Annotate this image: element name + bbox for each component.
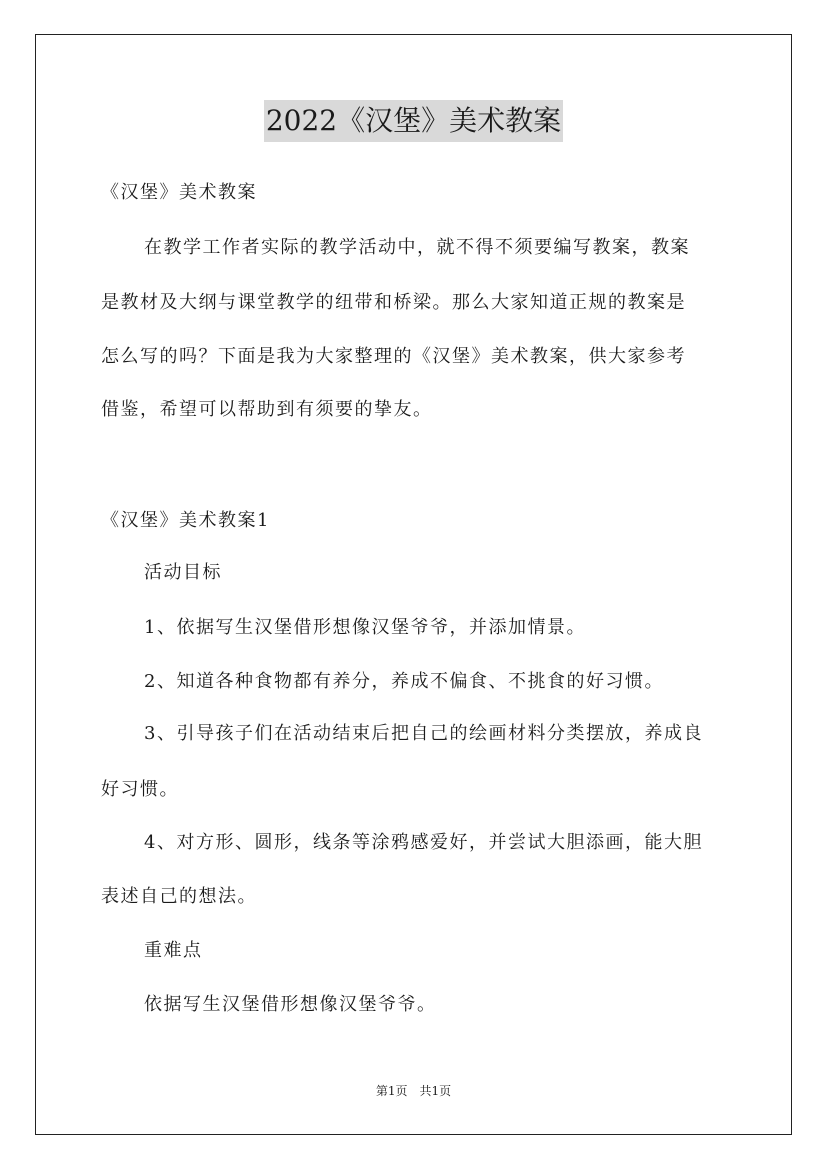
goal-item-3-continued: 好习惯。 — [101, 779, 179, 800]
intro-line-3: 怎么写的吗？下面是我为大家整理的《汉堡》美术教案，供大家参考 — [101, 346, 686, 367]
title-container — [0, 100, 827, 142]
goal-item-3: 3、引导孩子们在活动结束后把自己的绘画材料分类摆放，养成良 — [144, 723, 703, 744]
page-footer — [0, 1083, 827, 1099]
section-heading: 《汉堡》美术教案1 — [101, 510, 270, 531]
page-total: 共1页 — [419, 1084, 452, 1098]
document-title: 2022《汉堡》美术教案 — [264, 100, 563, 142]
goal-item-2: 2、知道各种食物都有养分，养成不偏食、不挑食的好习惯。 — [144, 671, 664, 692]
document-subtitle: 《汉堡》美术教案 — [101, 182, 257, 203]
key-points-heading: 重难点 — [144, 940, 203, 961]
intro-line-1: 在教学工作者实际的教学活动中，就不得不须要编写教案，教案 — [144, 237, 690, 258]
goals-heading: 活动目标 — [144, 562, 222, 583]
page-current: 第1页 — [375, 1084, 408, 1098]
intro-line-4: 借鉴，希望可以帮助到有须要的挚友。 — [101, 399, 433, 420]
key-points-text: 依据写生汉堡借形想像汉堡爷爷。 — [144, 994, 437, 1015]
goal-item-1: 1、依据写生汉堡借形想像汉堡爷爷，并添加情景。 — [144, 617, 586, 638]
intro-line-2: 是教材及大纲与课堂教学的纽带和桥梁。那么大家知道正规的教案是 — [101, 292, 686, 313]
goal-item-4-continued: 表述自己的想法。 — [101, 886, 257, 907]
goal-item-4: 4、对方形、圆形，线条等涂鸦感爱好，并尝试大胆添画，能大胆 — [144, 832, 703, 853]
